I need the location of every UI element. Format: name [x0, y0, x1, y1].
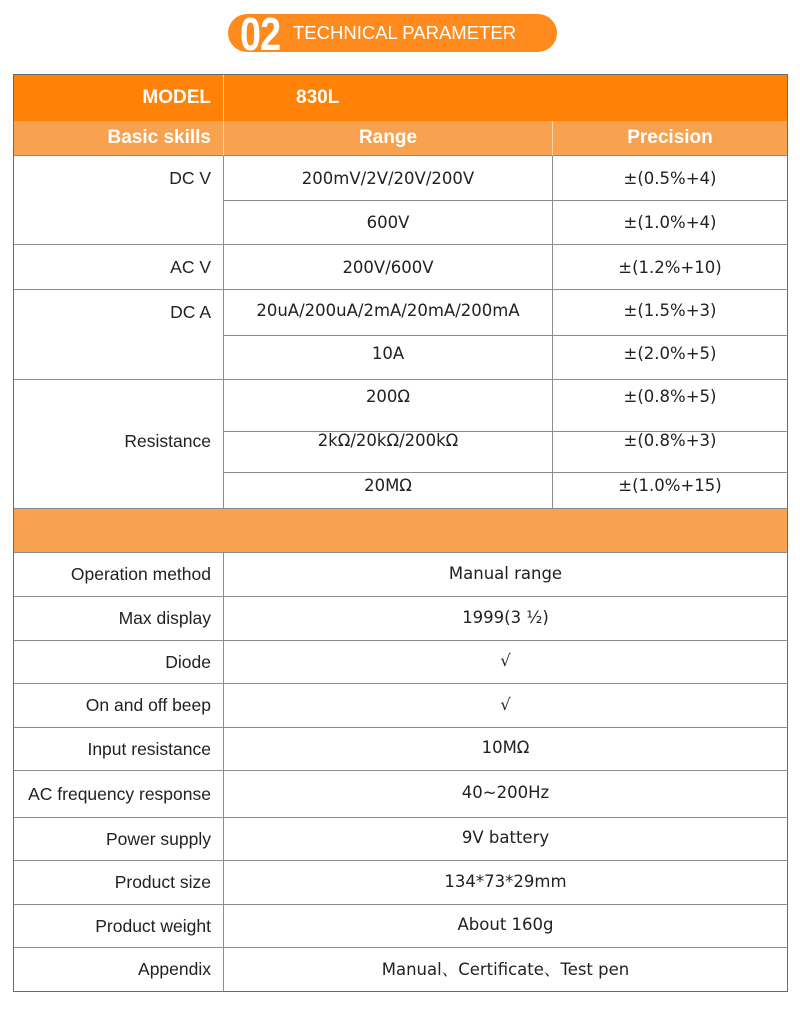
technical-parameter-table: [13, 74, 788, 992]
spec-label: Diode: [165, 651, 211, 672]
model-value-cell: [224, 75, 788, 121]
spec-value-cell: [224, 771, 788, 818]
range-cell: [224, 336, 553, 380]
spec-value: 9V battery: [461, 828, 550, 847]
precision-value: ±(1.0%+4): [623, 213, 717, 232]
range-cell: [224, 156, 553, 201]
spec-label-cell: [14, 905, 224, 948]
header-range-label: Range: [358, 127, 418, 148]
spec-value-cell: [224, 728, 788, 771]
precision-value: ±(0.5%+4): [623, 168, 717, 188]
precision-cell: [553, 473, 788, 509]
spec-label-cell: [14, 771, 224, 818]
range-cell: [224, 290, 553, 336]
range-value: 600V: [366, 213, 410, 232]
spec-value-cell: [224, 597, 788, 641]
header-precision-label: Precision: [627, 127, 713, 148]
section-divider-band: [14, 509, 788, 553]
spec-value-cell: [224, 641, 788, 684]
range-cell: [224, 201, 553, 245]
model-label: MODEL: [142, 86, 211, 108]
spec-label-cell: [14, 684, 224, 728]
precision-value: ±(1.5%+3): [623, 301, 717, 320]
spec-label-cell: [14, 818, 224, 861]
section-title: TECHNICAL PARAMETER: [293, 22, 517, 43]
spec-label: Max display: [118, 608, 211, 628]
spec-value: 10MΩ: [481, 738, 530, 757]
function-label: AC V: [170, 256, 211, 277]
precision-cell: [553, 245, 788, 290]
model-label-cell: [14, 75, 224, 121]
precision-value: ±(2.0%+5): [623, 344, 717, 363]
function-label: DC A: [170, 302, 211, 322]
precision-cell: [553, 290, 788, 336]
spec-value-cell: [224, 553, 788, 597]
spec-label-cell: [14, 861, 224, 905]
range-value: 200V/600V: [342, 257, 434, 277]
function-label-cell: [14, 156, 224, 245]
spec-value: 40~200Hz: [461, 783, 550, 802]
spec-value: 134*73*29mm: [444, 871, 567, 891]
precision-cell: [553, 432, 788, 473]
precision-cell: [553, 380, 788, 432]
range-cell: [224, 473, 553, 509]
function-label-cell: [14, 245, 224, 290]
spec-value: Manual range: [448, 563, 563, 583]
header-basic-skills-label: Basic skills: [107, 127, 211, 148]
function-label-cell: [14, 290, 224, 380]
precision-value: ±(1.0%+15): [618, 476, 722, 495]
spec-label: Power supply: [105, 828, 211, 849]
header-basic-skills: [14, 121, 224, 156]
range-cell: [224, 380, 553, 432]
function-label: Resistance: [124, 430, 211, 451]
spec-value-cell: [224, 861, 788, 905]
spec-value-cell: [224, 818, 788, 861]
spec-label: AC frequency response: [28, 783, 211, 804]
range-value: 200mV/2V/20V/200V: [301, 168, 475, 188]
precision-cell: [553, 201, 788, 245]
check-mark-icon: √: [500, 651, 511, 670]
range-value: 20MΩ: [364, 476, 412, 495]
precision-value: ±(0.8%+5): [623, 387, 717, 406]
spec-label: Input resistance: [87, 738, 211, 759]
spec-label: Appendix: [138, 959, 211, 979]
spec-value-cell: [224, 905, 788, 948]
function-label: DC V: [169, 168, 211, 188]
spec-value: Manual、Certificate、Test pen: [381, 960, 630, 979]
spec-label-cell: [14, 597, 224, 641]
range-value: 2kΩ/20kΩ/200kΩ: [317, 432, 459, 450]
range-value: 20uA/200uA/2mA/20mA/200mA: [256, 301, 520, 320]
check-mark-icon: √: [500, 694, 511, 714]
section-badge: [228, 8, 557, 60]
range-value: 200Ω: [365, 387, 411, 406]
spec-label: On and off beep: [85, 695, 211, 715]
spec-label: Operation method: [70, 564, 211, 584]
spec-label-cell: [14, 948, 224, 992]
model-value: 830L: [296, 86, 340, 108]
section-number: 02: [240, 8, 281, 60]
spec-value: About 160g: [457, 915, 554, 934]
spec-label-cell: [14, 728, 224, 771]
precision-value: ±(1.2%+10): [618, 257, 722, 277]
header-precision: [553, 121, 788, 156]
range-cell: [224, 245, 553, 290]
spec-label-cell: [14, 641, 224, 684]
range-cell: [224, 432, 553, 473]
spec-label: Product weight: [95, 915, 211, 936]
precision-cell: [553, 336, 788, 380]
spec-label-cell: [14, 553, 224, 597]
spec-value-cell: [224, 948, 788, 992]
precision-cell: [553, 156, 788, 201]
spec-value: 1999(3 ½): [462, 607, 549, 627]
spec-label: Product size: [114, 872, 211, 892]
precision-value: ±(0.8%+3): [623, 432, 717, 450]
function-label-cell: [14, 380, 224, 509]
range-value: 10A: [371, 344, 405, 363]
spec-value-cell: [224, 684, 788, 728]
header-range: [224, 121, 553, 156]
